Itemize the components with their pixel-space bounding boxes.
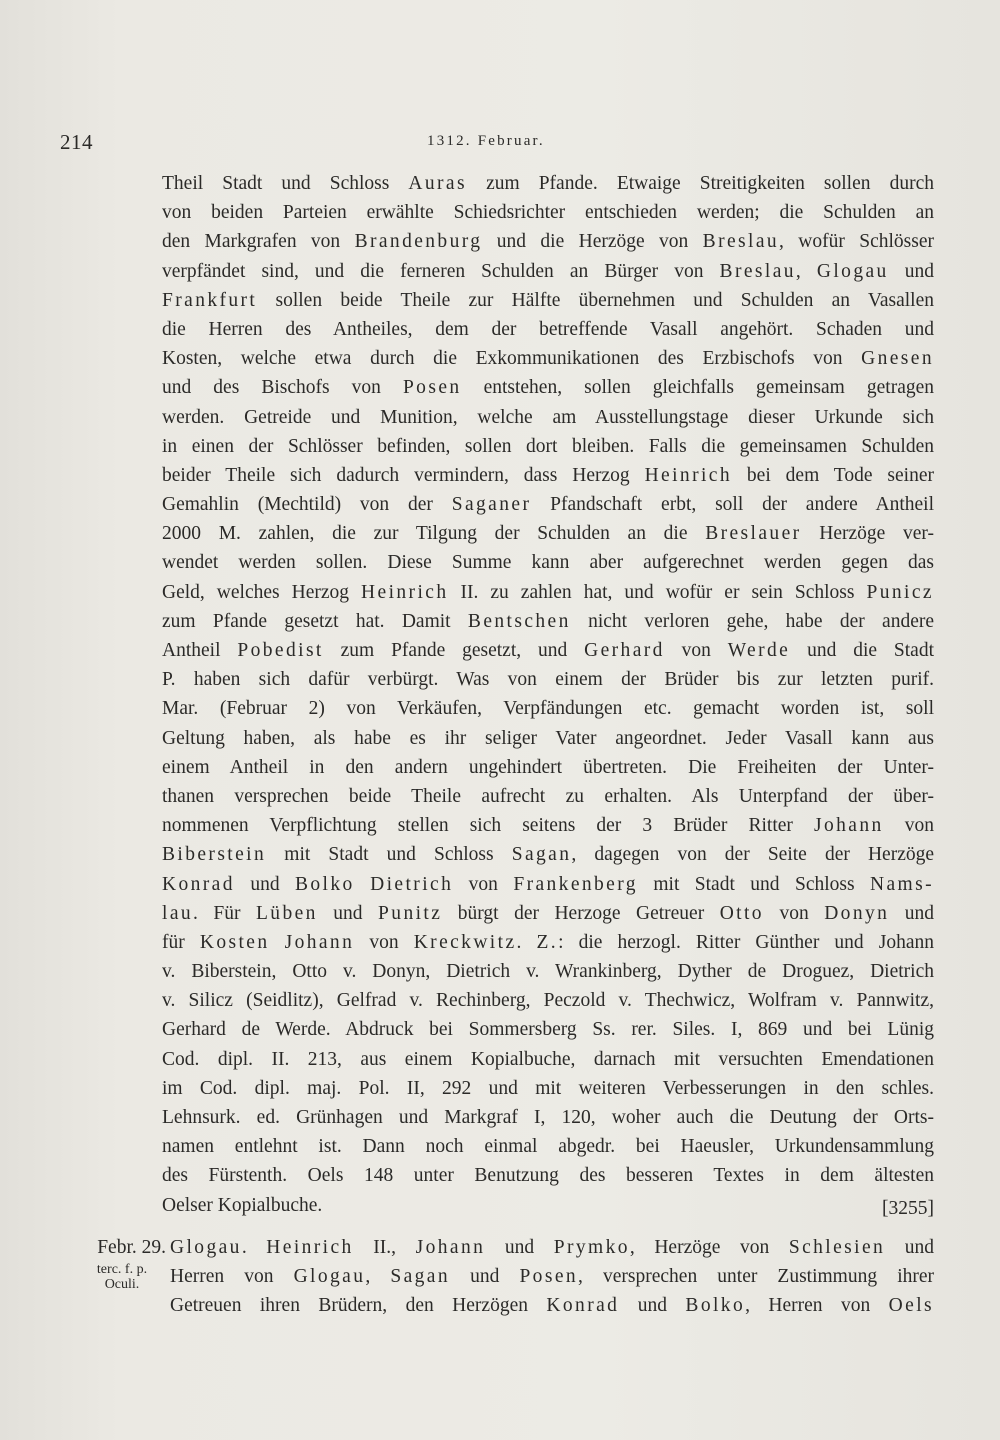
text-run: und: [885, 1237, 934, 1258]
spaced-name: Johann: [814, 815, 884, 837]
text-run: thanen versprechen beide Theile aufrecht zu erhalten. Als Unterpfand der über-: [162, 785, 934, 807]
spaced-name: Werde: [727, 640, 791, 661]
spaced-name: Schlesien: [788, 1237, 886, 1258]
text-run: v. Biberstein, Otto v. Donyn, Dietrich v. Wrankinberg, Dyther de Droguez, Dietrich: [162, 961, 934, 983]
text-run: II.,: [353, 1237, 416, 1258]
text-run: Gerhard de Werde. Abdruck bei Sommersberg Ss. rer. Siles. I, 869 und bei Lünig: [162, 1019, 934, 1041]
spaced-name: Frankenberg: [513, 873, 638, 895]
text-line: [162, 227, 934, 256]
text-run: [270, 932, 285, 953]
text-line: [170, 1291, 934, 1320]
text-line: [162, 432, 934, 461]
text-run: verpfändet sind, und die ferneren Schulden an Bürger von: [162, 260, 720, 282]
text-line: [162, 957, 934, 986]
text-run: namen entlehnt ist. Dann noch einmal abgedr. bei Haeusler, Urkundensammlung: [162, 1136, 934, 1158]
text-run: Herren von: [170, 1266, 294, 1288]
text-run: Lehnsurk. ed. Grünhagen und Markgraf I, 120, woher auch die Deutung der Orts-: [162, 1107, 934, 1128]
spaced-name: Kreckwitz: [413, 931, 517, 953]
spaced-name: Breslau: [702, 231, 780, 253]
text-run: von: [883, 815, 934, 837]
spaced-name: Konrad: [546, 1295, 620, 1317]
text-line: [162, 373, 934, 402]
spaced-name: Johann: [415, 1237, 486, 1258]
text-run: mit Stadt und Schloss: [266, 844, 512, 866]
text-line: [162, 607, 934, 636]
text-run: und: [889, 902, 934, 924]
spaced-name: Punitz: [378, 902, 443, 924]
text-run: nommenen Verpflichtung stellen sich seitens der 3 Brüder Ritter: [162, 815, 814, 837]
text-run: zum Pfande gesetzt, und: [323, 640, 585, 661]
running-head: 1312. Februar.: [427, 133, 545, 149]
text-run: Kosten, welche etwa durch die Exkommunikationen des Erzbischofs von: [162, 348, 862, 370]
text-run: bei dem Tode seiner: [732, 464, 934, 486]
spaced-name: Breslauer: [705, 523, 802, 545]
text-run: Pfandschaft erbt, soll der andere Antheil: [531, 494, 934, 516]
spaced-name: Punicz: [866, 581, 934, 603]
text-line: [162, 870, 934, 899]
spaced-name: Saganer: [451, 494, 532, 516]
spaced-name: Johann: [284, 931, 355, 953]
text-run: von: [664, 640, 728, 661]
text-run: ,: [795, 260, 817, 282]
spaced-name: Z.: [536, 931, 559, 953]
text-run: wendet werden sollen. Diese Summe kann aber aufgerechnet werden gegen das: [162, 552, 934, 574]
text-line: [162, 694, 934, 723]
text-run: Theil Stadt und Schloss: [162, 173, 409, 194]
text-run: v. Silicz (Seidlitz), Gelfrad v. Rechinberg, Peczold v. Thechwicz, Wolfram v. Pannwitz,: [162, 990, 934, 1012]
text-run: und die Stadt: [790, 640, 934, 661]
text-run: P. haben sich dafür verbürgt. Was von einem der Brüder bis zur letzten purif.: [162, 669, 934, 691]
spaced-name: Posen: [519, 1266, 579, 1288]
text-run: von: [763, 902, 825, 924]
spaced-name: Bentschen: [467, 610, 571, 632]
spaced-name: lau: [162, 902, 194, 924]
margin-note: [72, 1233, 166, 1292]
spaced-name: Pobedist: [237, 640, 324, 661]
text-run: bürgt der Herzoge Getreuer: [442, 902, 720, 924]
text-run: Gemahlin (Mechtild) von der: [162, 494, 452, 516]
text-run: Geltung haben, als habe es ihr seliger Vater angeordnet. Jeder Vasall kann aus: [162, 727, 934, 749]
text-line: [162, 1191, 934, 1220]
body-paragraph: [162, 169, 934, 1220]
text-run: die Herren des Antheiles, dem der betreffende Vasall angehört. Schaden und: [162, 318, 934, 340]
margin-date: Febr. 29.: [97, 1237, 166, 1258]
spaced-name: Donyn: [824, 902, 890, 924]
spaced-name: Gnesen: [861, 348, 934, 370]
text-run: II. zu zahlen hat, und wofür er sein Schloss: [448, 581, 867, 603]
spaced-name: Heinrich: [644, 464, 732, 486]
text-run: zum Pfande gesetzt hat. Damit: [162, 610, 468, 632]
text-run: , wofür Schlösser: [779, 231, 934, 253]
spaced-name: Glogau: [293, 1266, 366, 1288]
spaced-name: Oels: [888, 1295, 934, 1317]
margin-feast-day: terc. f. p.: [96, 1262, 148, 1277]
text-run: .: [241, 1237, 267, 1258]
text-run: Antheil: [162, 640, 238, 661]
text-run: Herzöge ver-: [801, 523, 934, 545]
page-header: [60, 130, 960, 160]
spaced-name: Sagan: [511, 844, 572, 866]
page-number: 214: [60, 130, 93, 154]
text-line: [162, 578, 934, 607]
text-run: entstehen, sollen gleichfalls gemeinsam getragen: [461, 377, 934, 399]
text-run: und die Herzöge von: [482, 231, 703, 253]
text-line: [162, 1015, 934, 1044]
text-run: und: [234, 873, 295, 895]
text-run: 2000 M. zahlen, die zur Tilgung der Schulden an die: [162, 523, 706, 545]
text-line: [162, 198, 934, 227]
text-run: , dagegen von der Seite der Herzöge: [571, 844, 934, 866]
text-run: .: [516, 931, 537, 953]
spaced-name: Posen: [402, 377, 462, 399]
spaced-name: Kosten: [199, 931, 270, 953]
text-run: werden. Getreide und Munition, welche am Ausstellungstage dieser Urkunde sich: [162, 406, 934, 428]
text-run: [355, 874, 370, 895]
text-run: Geld, welches Herzog: [162, 581, 362, 603]
text-line: [162, 548, 934, 577]
spaced-name: Prymko: [553, 1237, 630, 1258]
text-line: [162, 1132, 934, 1161]
text-line: [162, 636, 934, 665]
spaced-name: Heinrich: [266, 1237, 354, 1258]
document-number: [3255]: [882, 1197, 934, 1219]
text-run: Oelser Kopialbuche.: [162, 1194, 323, 1216]
spaced-name: Glogau: [170, 1237, 242, 1258]
text-run: von beiden Parteien erwählte Schiedsrichter entschieden werden; die Schulden an: [162, 202, 934, 224]
text-line: [162, 1045, 934, 1074]
text-run: und: [317, 902, 379, 924]
text-line: [162, 928, 934, 957]
text-line: [162, 811, 934, 840]
text-line: [162, 724, 934, 753]
spaced-name: Glogau: [816, 260, 889, 282]
spaced-name: Nams-: [870, 873, 934, 895]
text-run: , Herzöge von: [629, 1237, 789, 1258]
spaced-name: Gerhard: [584, 640, 665, 661]
text-run: , versprechen unter Zustimmung ihrer: [578, 1266, 934, 1288]
text-run: im Cod. dipl. maj. Pol. II, 292 und mit weiteren Verbesserungen in den schles.: [162, 1077, 934, 1099]
text-run: beider Theile sich dadurch vermindern, dass Herzog: [162, 464, 645, 486]
text-run: . Für: [193, 902, 256, 924]
text-run: in einen der Schlösser befinden, sollen dort bleiben. Falls die gemeinsamen Schulden: [162, 435, 934, 457]
text-run: , Herren von: [745, 1295, 889, 1317]
spaced-name: Otto: [719, 902, 764, 924]
text-line: [162, 1103, 934, 1132]
spaced-name: Bolko: [295, 873, 355, 895]
spaced-name: Lüben: [255, 902, 318, 924]
text-line: [162, 1074, 934, 1103]
text-run: Getreuen ihren Brüdern, den Herzögen: [170, 1295, 547, 1317]
text-run: Mar. (Februar 2) von Verkäufen, Verpfändungen etc. gemacht worden ist, soll: [162, 698, 934, 720]
text-run: des Fürstenth. Oels 148 unter Benutzung des besseren Textes in dem ältesten: [162, 1165, 934, 1187]
text-line: [162, 257, 934, 286]
entry-paragraph: [170, 1233, 934, 1321]
text-line: [162, 461, 934, 490]
text-run: und: [485, 1237, 554, 1258]
text-line: [162, 344, 934, 373]
text-line: [162, 403, 934, 432]
spaced-name: Sagan: [390, 1266, 450, 1288]
text-run: sollen beide Theile zur Hälfte übernehmen und Schulden an Vasallen: [257, 289, 934, 311]
spaced-name: Brandenburg: [354, 231, 483, 253]
text-line: [162, 519, 934, 548]
text-line: [162, 986, 934, 1015]
spaced-name: Frankfurt: [162, 289, 258, 311]
spaced-name: Breslau: [719, 260, 796, 282]
text-line: [162, 753, 934, 782]
text-run: ,: [365, 1266, 391, 1288]
text-line: [162, 782, 934, 811]
text-line: [162, 1161, 934, 1190]
spaced-name: Dietrich: [370, 873, 454, 895]
spaced-name: Biberstein: [162, 844, 267, 866]
text-run: mit Stadt und Schloss: [637, 873, 871, 895]
text-run: zum Pfande. Etwaige Streitigkeiten sollen durch: [466, 173, 934, 194]
text-run: für: [162, 931, 200, 953]
text-run: von: [453, 873, 514, 895]
text-run: und des Bischofs von: [162, 377, 403, 399]
text-line: [162, 169, 934, 198]
text-run: den Markgrafen von: [162, 231, 355, 253]
spaced-name: Konrad: [162, 873, 235, 895]
spaced-name: Auras: [408, 173, 467, 194]
text-line: [162, 315, 934, 344]
spaced-name: Bolko: [685, 1295, 746, 1317]
text-run: einem Antheil in den andern ungehindert übertreten. Die Freiheiten der Unter-: [162, 756, 934, 778]
text-run: von: [354, 931, 414, 953]
text-run: und: [619, 1295, 686, 1317]
text-run: und: [450, 1266, 520, 1288]
margin-feast-name: Oculi.: [104, 1277, 140, 1292]
text-line: [162, 490, 934, 519]
spaced-name: Heinrich: [361, 581, 449, 603]
text-line: [162, 840, 934, 869]
text-line: [162, 899, 934, 928]
text-line: [170, 1233, 934, 1262]
text-run: und: [888, 260, 934, 282]
text-line: [162, 665, 934, 694]
text-run: Cod. dipl. II. 213, aus einem Kopialbuche, darnach mit versuchten Emendationen: [162, 1048, 934, 1070]
text-run: : die herzogl. Ritter Günther und Johann: [558, 931, 934, 953]
text-line: [170, 1262, 934, 1291]
text-line: [162, 286, 934, 315]
text-run: nicht verloren gehe, habe der andere: [570, 610, 934, 632]
